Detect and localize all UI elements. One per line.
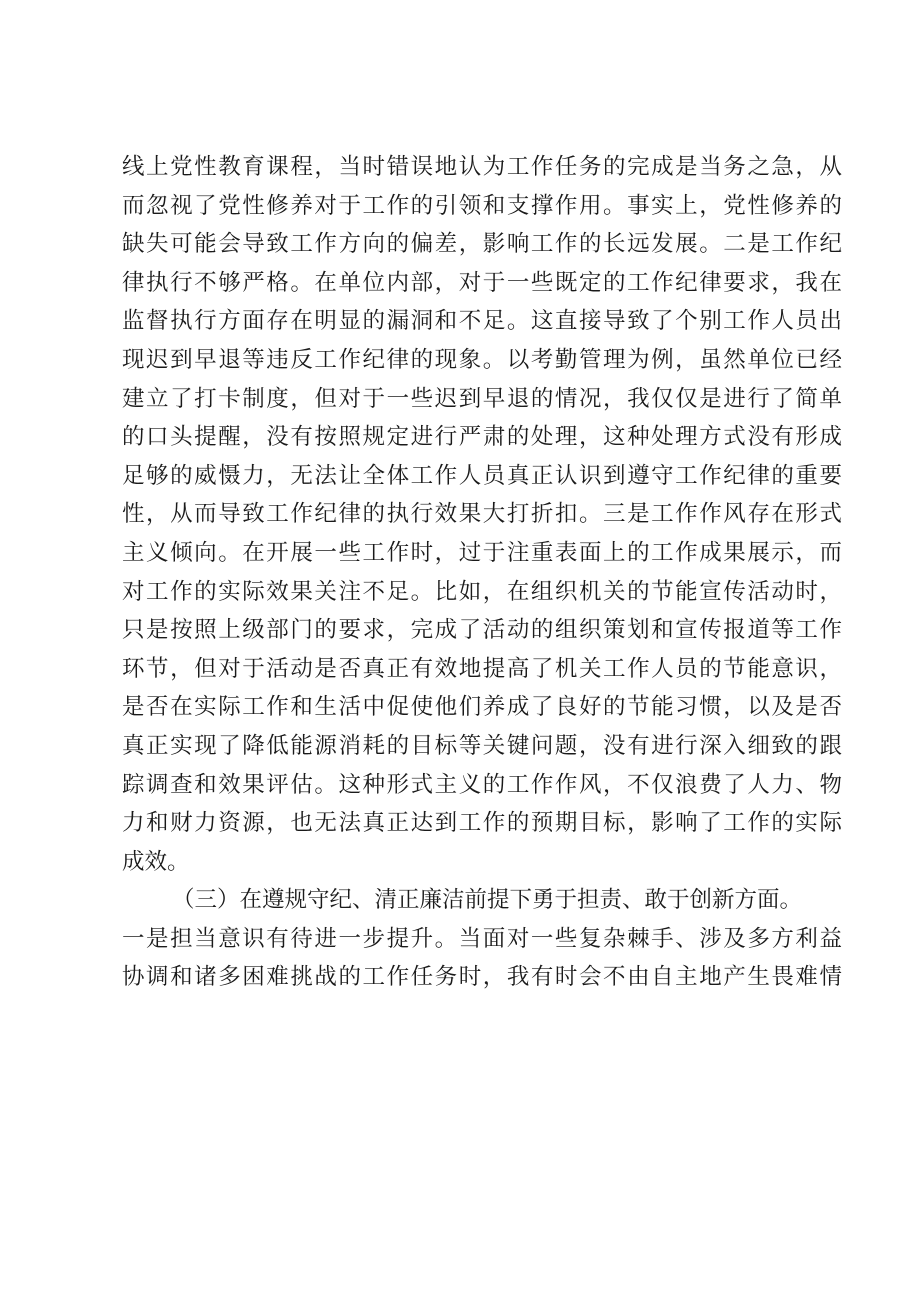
text-line: 主义倾向。在开展一些工作时，过于注重表面上的工作成果展示，而 bbox=[122, 539, 842, 566]
text-line: 律执行不够严格。在单位内部，对于一些既定的工作纪律要求，我在 bbox=[122, 269, 842, 296]
text-line: 协调和诸多困难挑战的工作任务时，我有时会不由自主地产生畏难情 bbox=[122, 964, 842, 991]
text-line: 一是担当意识有待进一步提升。当面对一些复杂棘手、涉及多方利益 bbox=[122, 925, 842, 952]
text-line: 现迟到早退等违反工作纪律的现象。以考勤管理为例，虽然单位已经 bbox=[122, 346, 842, 373]
text-line: 是否在实际工作和生活中促使他们养成了良好的节能习惯，以及是否 bbox=[122, 694, 842, 721]
paragraph-end-line: 成效。 bbox=[122, 848, 190, 875]
text-line: 监督执行方面存在明显的漏洞和不足。这直接导致了个别工作人员出 bbox=[122, 308, 842, 335]
text-line: 对工作的实际效果关注不足。比如，在组织机关的节能宣传活动时， bbox=[122, 578, 842, 605]
section-heading-line: （三）在遵规守纪、清正廉洁前提下勇于担责、敢于创新方面。 bbox=[172, 887, 803, 914]
text-line: 缺失可能会导致工作方向的偏差，影响工作的长远发展。二是工作纪 bbox=[122, 231, 842, 258]
text-line: 建立了打卡制度，但对于一些迟到早退的情况，我仅仅是进行了简单 bbox=[122, 385, 842, 412]
text-line: 只是按照上级部门的要求，完成了活动的组织策划和宣传报道等工作 bbox=[122, 617, 842, 644]
text-line: 而忽视了党性修养对于工作的引领和支撑作用。事实上，党性修养的 bbox=[122, 192, 842, 219]
text-line: 的口头提醒，没有按照规定进行严肃的处理，这种处理方式没有形成 bbox=[122, 424, 842, 451]
text-line: 足够的威慑力，无法让全体工作人员真正认识到遵守工作纪律的重要 bbox=[122, 462, 842, 489]
text-line: 力和财力资源，也无法真正达到工作的预期目标，影响了工作的实际 bbox=[122, 810, 842, 837]
text-line: 性，从而导致工作纪律的执行效果大打折扣。三是工作作风存在形式 bbox=[122, 501, 842, 528]
text-line: 线上党性教育课程，当时错误地认为工作任务的完成是当务之急，从 bbox=[122, 154, 842, 180]
text-line: 环节，但对于活动是否真正有效地提高了机关工作人员的节能意识， bbox=[122, 655, 842, 682]
text-line: 真正实现了降低能源消耗的目标等关键问题，没有进行深入细致的跟 bbox=[122, 732, 842, 759]
text-line: 踪调查和效果评估。这种形式主义的工作作风，不仅浪费了人力、物 bbox=[122, 771, 842, 798]
body-text bbox=[122, 148, 842, 997]
